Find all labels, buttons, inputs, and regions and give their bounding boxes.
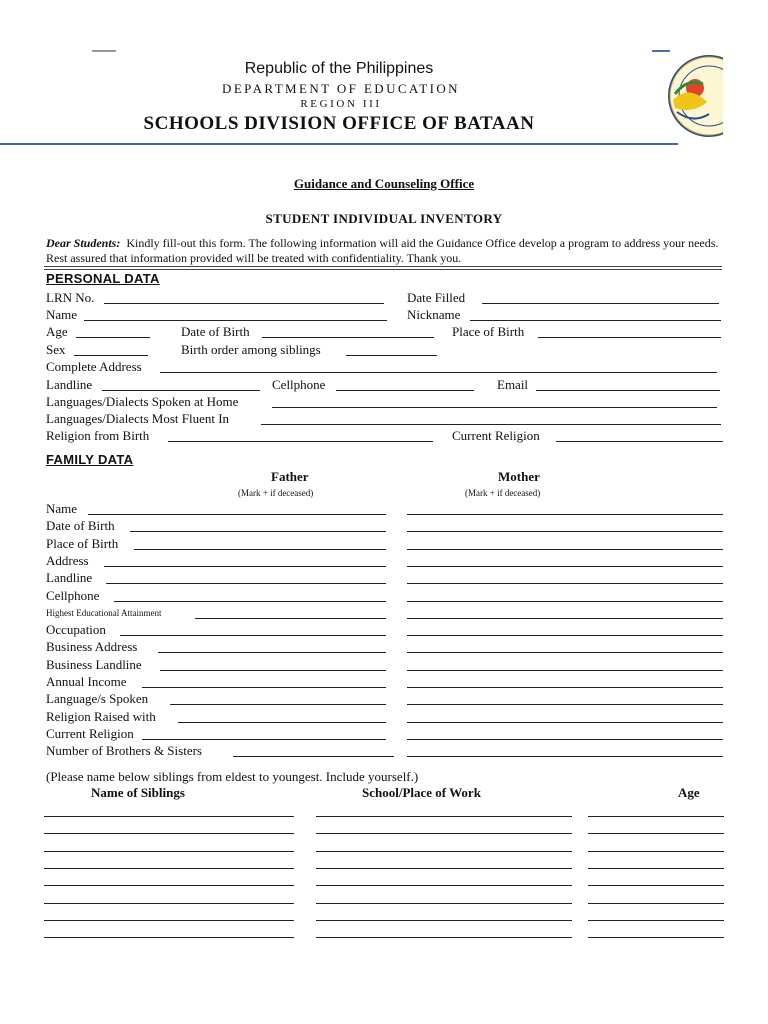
sibling-age-field[interactable] (588, 903, 724, 904)
mother-field[interactable] (407, 652, 723, 653)
mother-field[interactable] (407, 739, 723, 740)
religion-birth-label: Religion from Birth (46, 428, 150, 443)
family-row-label: Annual Income (46, 674, 127, 689)
region-heading: REGION III (300, 98, 382, 110)
sibling-name-field[interactable] (44, 903, 294, 904)
sibling-school-field[interactable] (316, 920, 572, 921)
mother-field[interactable] (407, 756, 723, 757)
family-row-label: Business Address (46, 639, 138, 654)
mother-field[interactable] (407, 704, 723, 705)
mother-field[interactable] (407, 583, 723, 584)
sibling-school-field[interactable] (316, 868, 572, 869)
section-rule-top (44, 266, 722, 267)
sex-field[interactable] (74, 355, 148, 356)
email-field[interactable] (536, 390, 720, 391)
father-field[interactable] (195, 618, 386, 619)
father-field[interactable] (160, 670, 386, 671)
sibling-age-field[interactable] (588, 937, 724, 938)
father-field[interactable] (178, 722, 386, 723)
lrn-label: LRN No. (46, 290, 95, 305)
mother-field[interactable] (407, 635, 723, 636)
address-label: Complete Address (46, 359, 142, 374)
header-rule (0, 143, 678, 145)
name-field[interactable] (84, 320, 387, 321)
father-deceased-note: (Mark + if deceased) (238, 488, 314, 498)
sibling-age-field[interactable] (588, 920, 724, 921)
siblings-instruction: (Please name below siblings from eldest to youngest. Include yourself.) (46, 769, 419, 784)
family-data-heading: FAMILY DATA (46, 452, 134, 467)
family-row-label: Religion Raised with (46, 709, 156, 724)
sex-label: Sex (46, 342, 66, 357)
date-filled-field[interactable] (482, 303, 719, 304)
father-field[interactable] (233, 756, 394, 757)
sibling-age-column-heading: Age (678, 785, 700, 800)
languages-fluent-label: Languages/Dialects Most Fluent In (46, 411, 230, 426)
current-religion-field[interactable] (556, 441, 723, 442)
family-row-label: Date of Birth (46, 518, 115, 533)
header-mark-right (652, 50, 670, 52)
personal-data-heading: PERSONAL DATA (46, 271, 160, 286)
birth-order-field[interactable] (346, 355, 437, 356)
sibling-name-field[interactable] (44, 851, 294, 852)
landline-field[interactable] (102, 390, 260, 391)
mother-field[interactable] (407, 531, 723, 532)
place-of-birth-field[interactable] (538, 337, 721, 338)
mother-field[interactable] (407, 687, 723, 688)
intro-text: Kindly fill-out this form. The following information will aid the Guidance Office develop a program to address your needs. Rest assured that information provided will be treated with confidentiality. Thank you. (46, 236, 719, 265)
office-title: Guidance and Counseling Office (293, 176, 475, 191)
section-rule-bottom (44, 269, 722, 270)
age-label: Age (46, 324, 68, 339)
sibling-age-field[interactable] (588, 833, 724, 834)
languages-home-label: Languages/Dialects Spoken at Home (46, 394, 239, 409)
father-field[interactable] (104, 566, 386, 567)
sibling-school-field[interactable] (316, 833, 572, 834)
email-label: Email (497, 377, 529, 392)
birth-order-label: Birth order among siblings (181, 342, 321, 357)
family-row-label: Current Religion (46, 726, 134, 741)
mother-field[interactable] (407, 618, 723, 619)
sibling-school-field[interactable] (316, 816, 572, 817)
department-heading: DEPARTMENT OF EDUCATION (222, 81, 460, 96)
family-row-label: Number of Brothers & Sisters (46, 743, 202, 758)
date-of-birth-field[interactable] (262, 337, 434, 338)
sibling-school-field[interactable] (316, 885, 572, 886)
family-row-label: Business Landline (46, 657, 142, 672)
address-field[interactable] (160, 372, 717, 373)
current-religion-label: Current Religion (452, 428, 540, 443)
languages-home-field[interactable] (272, 407, 717, 408)
mother-field[interactable] (407, 514, 723, 515)
father-field[interactable] (142, 739, 386, 740)
sibling-name-column-heading: Name of Siblings (91, 785, 185, 800)
nickname-label: Nickname (407, 307, 461, 322)
father-field[interactable] (114, 601, 386, 602)
division-office-heading: SCHOOLS DIVISION OFFICE OF BATAAN (143, 113, 535, 134)
father-column-heading: Father (271, 469, 309, 484)
place-of-birth-label: Place of Birth (452, 324, 525, 339)
sibling-age-field[interactable] (588, 851, 724, 852)
religion-birth-field[interactable] (168, 441, 433, 442)
sibling-name-field[interactable] (44, 885, 294, 886)
father-field[interactable] (142, 687, 386, 688)
father-field[interactable] (158, 652, 386, 653)
family-row-label: Landline (46, 570, 93, 585)
sibling-age-field[interactable] (588, 868, 724, 869)
languages-fluent-field[interactable] (261, 424, 721, 425)
sibling-name-field[interactable] (44, 833, 294, 834)
header-mark-left (92, 50, 116, 52)
division-seal-logo (663, 54, 723, 138)
name-label: Name (46, 307, 78, 322)
mother-field[interactable] (407, 601, 723, 602)
sibling-age-field[interactable] (588, 816, 724, 817)
father-field[interactable] (170, 704, 386, 705)
cellphone-label: Cellphone (272, 377, 326, 392)
form-title: STUDENT INDIVIDUAL INVENTORY (265, 211, 503, 226)
mother-column-heading: Mother (498, 469, 540, 484)
date-filled-label: Date Filled (407, 290, 466, 305)
mother-field[interactable] (407, 722, 723, 723)
family-row-label: Place of Birth (46, 536, 119, 551)
family-row-label: Name (46, 501, 78, 516)
sibling-school-field[interactable] (316, 851, 572, 852)
sibling-school-field[interactable] (316, 937, 572, 938)
father-field[interactable] (88, 514, 386, 515)
mother-field[interactable] (407, 566, 723, 567)
father-field[interactable] (130, 531, 386, 532)
nickname-field[interactable] (470, 320, 721, 321)
landline-label: Landline (46, 377, 93, 392)
family-row-label: Language/s Spoken (46, 691, 149, 706)
sibling-name-field[interactable] (44, 868, 294, 869)
father-field[interactable] (120, 635, 386, 636)
republic-heading: Republic of the Philippines (244, 60, 434, 77)
lrn-field[interactable] (104, 303, 384, 304)
date-of-birth-label: Date of Birth (181, 324, 250, 339)
salutation: Dear Students: (46, 236, 121, 250)
mother-field[interactable] (407, 549, 723, 550)
cellphone-field[interactable] (336, 390, 474, 391)
intro-paragraph (46, 236, 726, 266)
sibling-school-column-heading: School/Place of Work (362, 785, 481, 800)
sibling-age-field[interactable] (588, 885, 724, 886)
family-row-label: Cellphone (46, 588, 100, 603)
sibling-name-field[interactable] (44, 937, 294, 938)
family-row-label: Occupation (46, 622, 106, 637)
age-field[interactable] (76, 337, 150, 338)
mother-field[interactable] (407, 670, 723, 671)
father-field[interactable] (106, 583, 386, 584)
sibling-name-field[interactable] (44, 816, 294, 817)
family-row-label: Highest Educational Attainment (46, 608, 162, 618)
father-field[interactable] (134, 549, 386, 550)
sibling-name-field[interactable] (44, 920, 294, 921)
sibling-school-field[interactable] (316, 903, 572, 904)
family-row-label: Address (46, 553, 89, 568)
mother-deceased-note: (Mark + if deceased) (465, 488, 541, 498)
